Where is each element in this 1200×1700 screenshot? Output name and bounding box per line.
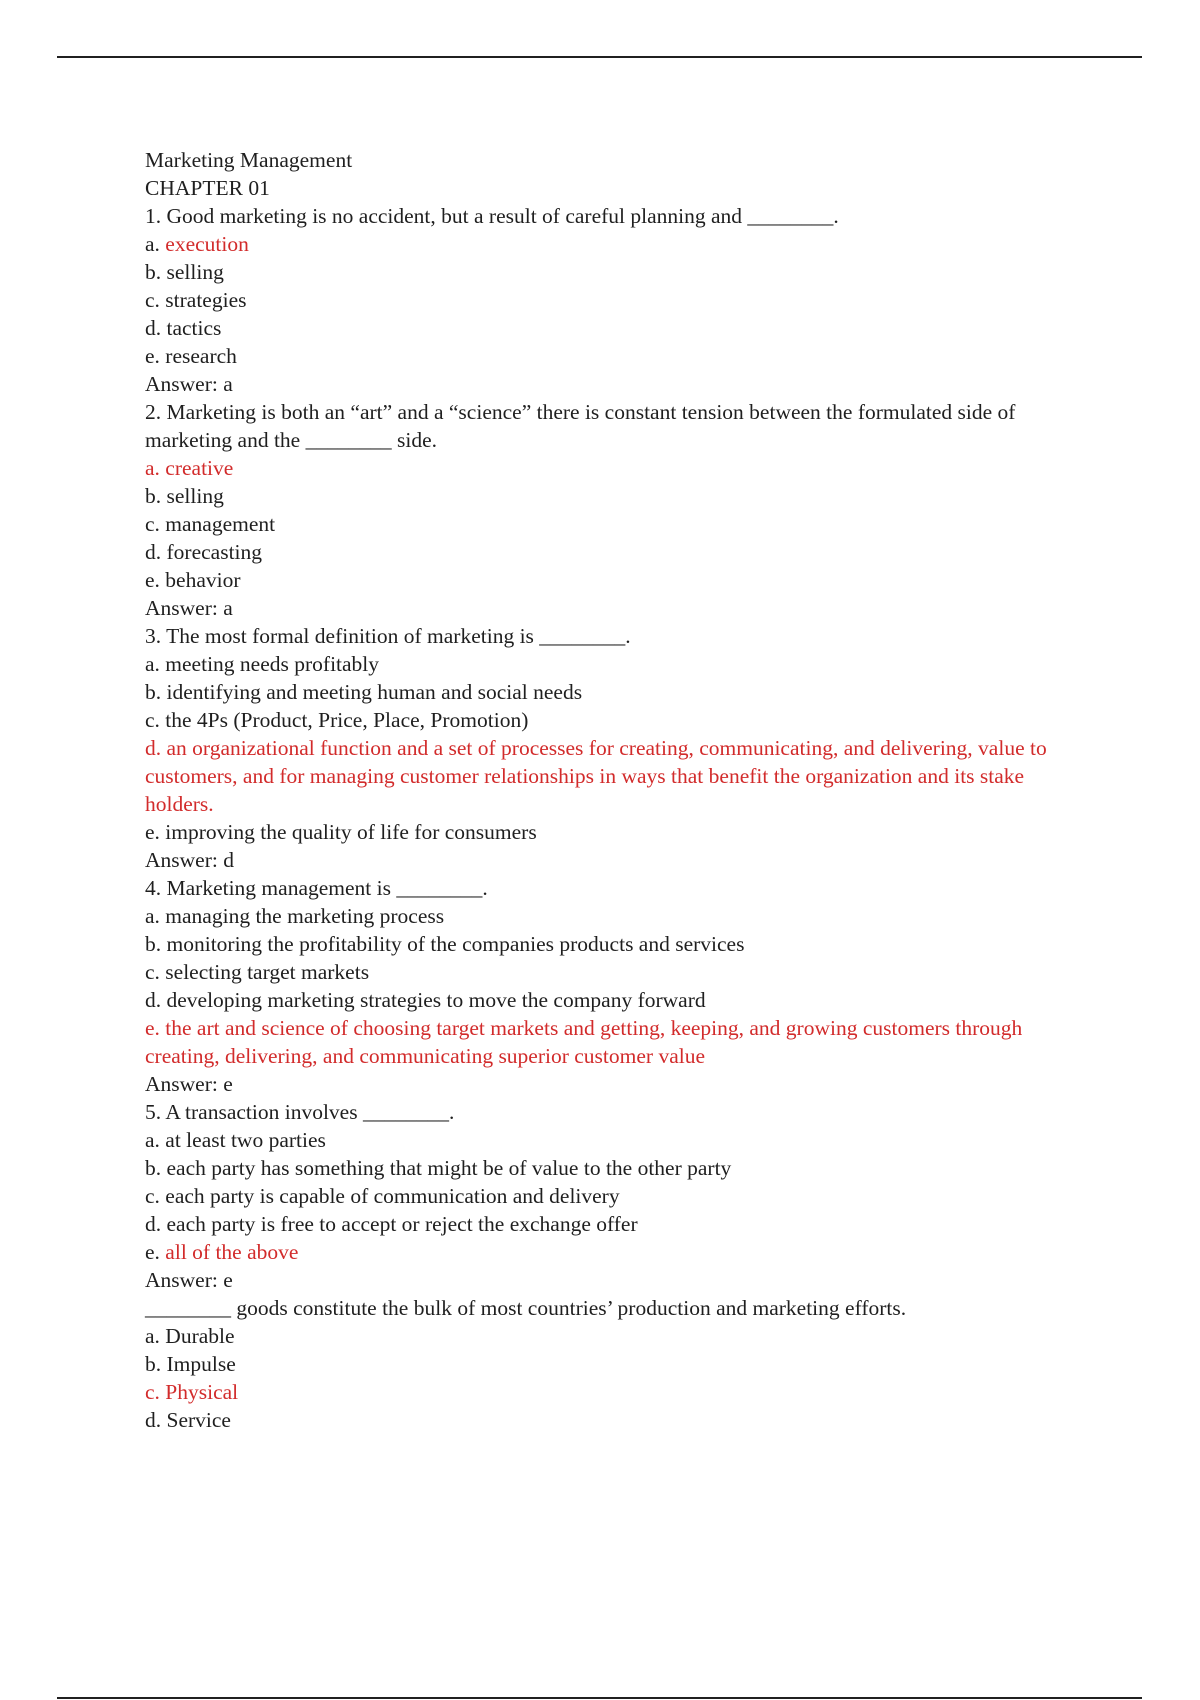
q3-option-a: a. meeting needs profitably: [145, 652, 380, 676]
q3-option-b: b. identifying and meeting human and social needs: [145, 680, 583, 704]
q3-option-e: e. improving the quality of life for consumers: [145, 820, 537, 844]
q6-option-c-correct: c. Physical: [145, 1380, 239, 1404]
q3-answer: Answer: d: [145, 848, 234, 872]
q2-option-b: b. selling: [145, 484, 224, 508]
q6-option-d: d. Service: [145, 1408, 231, 1432]
q5-option-e: [145, 1238, 1085, 1266]
question-3: 3. The most formal definition of marketing is ________.: [145, 624, 631, 648]
q2-option-c: c. management: [145, 512, 276, 536]
header-rule: [57, 56, 1142, 58]
q5-option-c: c. each party is capable of communication and delivery: [145, 1184, 620, 1208]
q4-option-d: d. developing marketing strategies to move the company forward: [145, 988, 706, 1012]
q5-option-d: d. each party is free to accept or reject the exchange offer: [145, 1212, 638, 1236]
q5-option-e-prefix: e.: [145, 1240, 166, 1264]
q1-answer: Answer: a: [145, 372, 233, 396]
q1-option-a: [145, 230, 1085, 258]
q1-option-a-correct: execution: [165, 232, 249, 256]
q2-option-d: d. forecasting: [145, 540, 263, 564]
q1-option-d: d. tactics: [145, 316, 222, 340]
q4-option-b: b. monitoring the profitability of the companies products and services: [145, 932, 745, 956]
question-2: 2. Marketing is both an “art” and a “science” there is constant tension between the formulated side of marketing and the ________ side.: [145, 400, 1016, 452]
q5-option-b: b. each party has something that might be of value to the other party: [145, 1156, 732, 1180]
question-6: ________ goods constitute the bulk of most countries’ production and marketing efforts.: [145, 1296, 907, 1320]
q1-option-e: e. research: [145, 344, 237, 368]
q5-option-a: a. at least two parties: [145, 1128, 326, 1152]
document-body: [145, 146, 1085, 1434]
q6-option-b: b. Impulse: [145, 1352, 236, 1376]
q2-option-a-correct: a. creative: [145, 456, 234, 480]
q5-option-e-correct: all of the above: [165, 1240, 299, 1264]
question-4: 4. Marketing management is ________.: [145, 876, 488, 900]
q5-answer: Answer: e: [145, 1268, 233, 1292]
q2-option-e: e. behavior: [145, 568, 241, 592]
q1-option-b: b. selling: [145, 260, 224, 284]
q1-option-a-prefix: a.: [145, 232, 166, 256]
q3-option-d-correct: d. an organizational function and a set of processes for creating, communicating, and delivering, value to customers, and for managing customer relationships in ways that benefit the organization and its stake holders.: [145, 736, 1047, 816]
q1-option-c: c. strategies: [145, 288, 247, 312]
q3-option-c: c. the 4Ps (Product, Price, Place, Promotion): [145, 708, 529, 732]
chapter-heading: CHAPTER 01: [145, 176, 270, 200]
q4-answer: Answer: e: [145, 1072, 233, 1096]
question-1: 1. Good marketing is no accident, but a result of careful planning and ________.: [145, 204, 839, 228]
q2-answer: Answer: a: [145, 596, 233, 620]
q6-option-a: a. Durable: [145, 1324, 235, 1348]
document-title: Marketing Management: [145, 148, 353, 172]
footer-rule: [57, 1697, 1142, 1699]
q4-option-e-correct: e. the art and science of choosing target markets and getting, keeping, and growing customers through creating, delivering, and communicating superior customer value: [145, 1016, 1023, 1068]
question-5: 5. A transaction involves ________.: [145, 1100, 455, 1124]
q4-option-a: a. managing the marketing process: [145, 904, 445, 928]
q4-option-c: c. selecting target markets: [145, 960, 370, 984]
